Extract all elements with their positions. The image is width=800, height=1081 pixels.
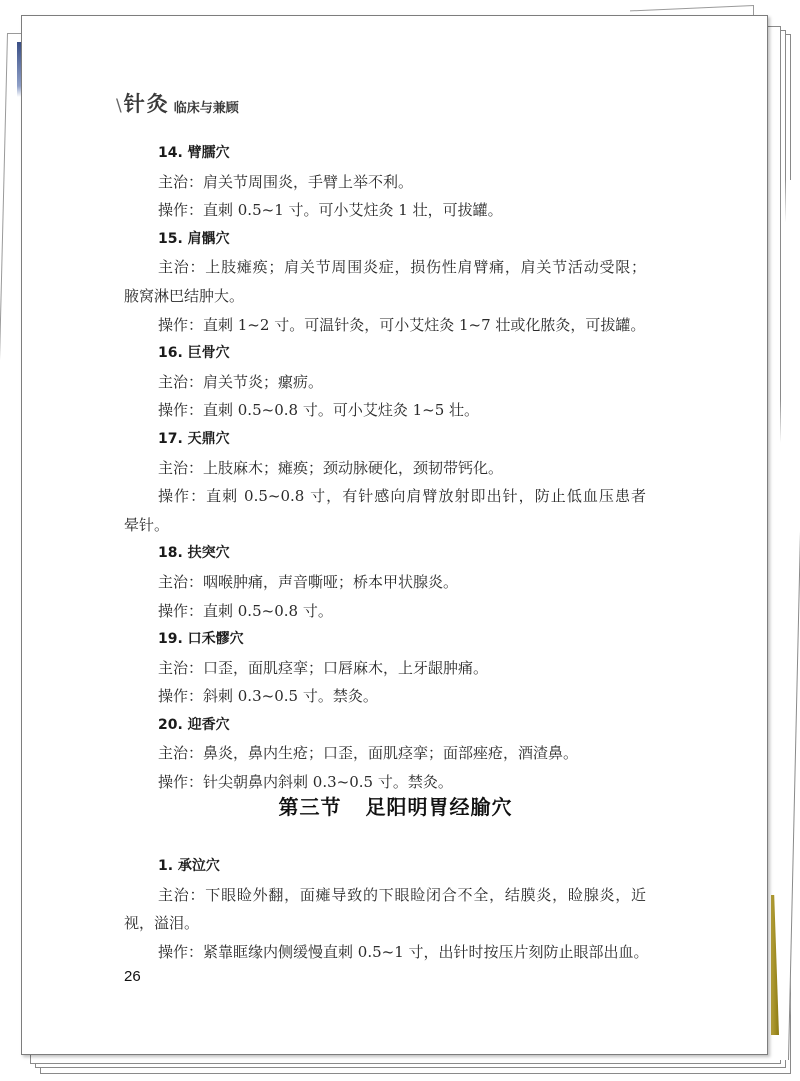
acupoint-text-line: 主治：鼻炎，鼻内生疮；口歪，面肌痉挛；面部痤疮，酒渣鼻。 — [158, 744, 579, 763]
acupoint-text-line: 主治：上肢麻木；瘫痪；颈动脉硬化，颈韧带钙化。 — [158, 458, 504, 477]
section-acupoint-list — [124, 852, 649, 966]
acupoint-text-line: 主治：下眼睑外翻，面瘫导致的下眼睑闭合不全，结膜炎，睑腺炎，近 — [158, 885, 646, 904]
acupoint-title: 19. 口禾髎穴 — [158, 631, 244, 648]
header-subtitle: 临床与兼顾 — [173, 101, 239, 116]
acupoint-text-line: 操作：针尖朝鼻内斜刺 0.3~0.5 寸。禁灸。 — [158, 773, 453, 792]
page-number: 26 — [124, 968, 141, 985]
acupoint-text-line: 视，溢泪。 — [124, 914, 200, 933]
acupoint-text-line: 主治：肩关节炎；瘰疬。 — [158, 372, 324, 391]
acupoint-text-line: 操作：直刺 1~2 寸。可温针灸，可小艾炷灸 1~7 壮或化脓灸，可拔罐。 — [158, 315, 646, 334]
section-heading — [22, 791, 769, 820]
acupoint-title: 17. 天鼎穴 — [158, 430, 230, 447]
acupoint-list — [124, 139, 646, 797]
acupoint-text-line: 操作：紧靠眶缘内侧缓慢直刺 0.5~1 寸，出针时按压片刻防止眼部出血。 — [158, 942, 649, 961]
acupoint-text-line: 操作：直刺 0.5~0.8 寸。可小艾炷灸 1~5 壮。 — [158, 401, 480, 420]
acupoint-title: 14. 臂臑穴 — [158, 145, 230, 161]
acupoint-title: 15. 肩髃穴 — [158, 230, 230, 247]
needle-icon: \ — [116, 96, 122, 116]
acupoint-text-line: 腋窝淋巴结肿大。 — [124, 286, 245, 305]
acupoint-text-line: 操作：直刺 0.5~1 寸。可小艾炷灸 1 壮，可拔罐。 — [158, 201, 503, 220]
acupoint-text-line: 主治：肩关节周围炎，手臂上举不利。 — [158, 172, 414, 191]
acupoint-title: 1. 承泣穴 — [158, 858, 220, 874]
acupoint-text-line: 晕针。 — [124, 515, 170, 534]
acupoint-text-line: 操作：直刺 0.5~0.8 寸，有针感向肩臂放射即出针，防止低血压患者 — [158, 487, 646, 506]
acupoint-text-line: 主治：咽喉肿痛，声音嘶哑；桥本甲状腺炎。 — [158, 572, 459, 591]
section-number: 第三节 — [278, 795, 342, 819]
header-brand: 针灸 — [123, 91, 170, 116]
acupoint-text-line: 主治：上肢瘫痪；肩关节周围炎症，损伤性肩臂痛，肩关节活动受限； — [158, 258, 646, 277]
running-header — [116, 88, 239, 118]
acupoint-text-line: 操作：直刺 0.5~0.8 寸。 — [158, 601, 333, 620]
acupoint-title: 20. 迎香穴 — [158, 716, 230, 733]
acupoint-title: 16. 巨骨穴 — [158, 345, 230, 362]
acupoint-text-line: 操作：斜刺 0.3~0.5 寸。禁灸。 — [158, 687, 378, 706]
acupoint-title: 18. 扶突穴 — [158, 545, 230, 562]
acupoint-text-line: 主治：口歪，面肌痉挛；口唇麻木，上牙龈肿痛。 — [158, 658, 489, 677]
section-title: 足阳明胃经腧穴 — [365, 795, 513, 819]
book-page — [21, 15, 768, 1055]
